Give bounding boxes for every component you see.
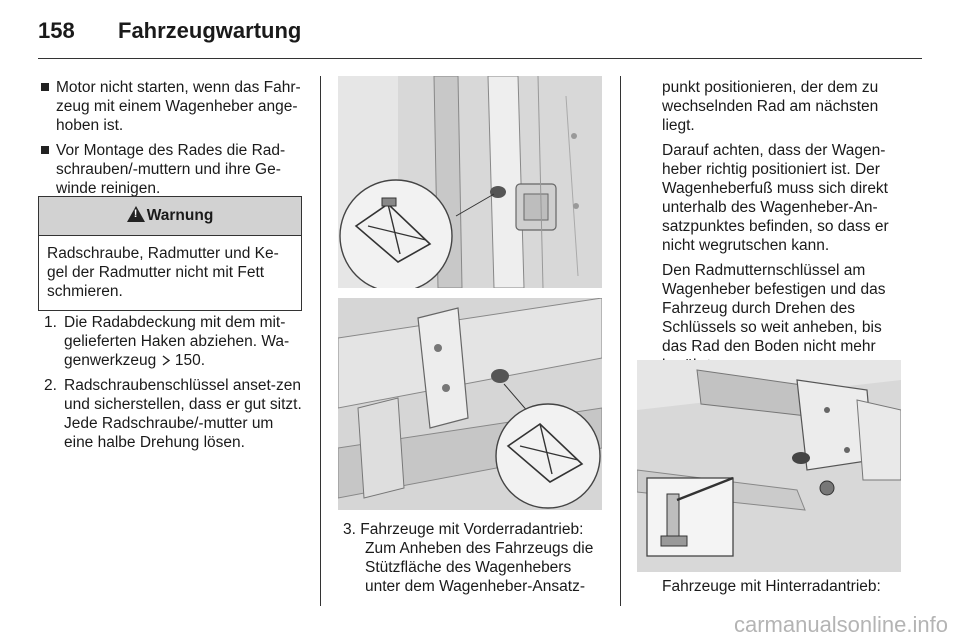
step-label: Fahrzeuge mit Vorderradantrieb: — [360, 521, 584, 538]
bullet-item: Vor Montage des Rades die Rad-schrauben/-muttern und ihre Ge-winde reinigen. — [40, 141, 304, 198]
column-divider — [320, 76, 321, 606]
page-header — [0, 0, 960, 62]
column-divider — [620, 76, 621, 606]
step-text: Die Radabdeckung mit dem mit-gelieferten Haken abziehen. Wa-genwerkzeug — [64, 314, 290, 369]
step-item — [343, 520, 605, 596]
step-number: 2. — [44, 377, 57, 394]
page-reference-icon — [161, 352, 171, 369]
page-number: 158 — [38, 18, 75, 43]
illustration-caption: Fahrzeuge mit Hinterradantrieb: — [662, 578, 881, 595]
paragraph: punkt positionieren, der dem zu wechselnden Rad am nächsten liegt. — [662, 79, 879, 134]
jack-illustration-underbody — [338, 298, 602, 510]
watermark-text: carmanualsonline.info — [733, 612, 948, 637]
step-text: Zum Anheben des Fahrzeugs die Stützfläche des Wagenhebers unter dem Wagenheber-Ansatz- — [365, 540, 594, 595]
warning-header — [39, 197, 301, 236]
step-text: Radschraubenschlüssel anset-zen und sicherstellen, dass er gut sitzt. Jede Radschraube/-mutter um eine halbe Drehung lösen. — [64, 377, 302, 451]
page-reference[interactable]: 150. — [174, 352, 205, 369]
paragraph: Den Radmutternschlüssel am Wagenheber befestigen und das Fahrzeug durch Drehen des Schlüssels so weit anheben, bis das Rad den Boden nicht mehr — [662, 262, 886, 355]
jack-illustration-front — [338, 76, 602, 288]
step-number: 3. — [343, 521, 356, 538]
page-title: Fahrzeugwartung — [118, 18, 302, 43]
step-item — [40, 313, 304, 370]
step-item — [40, 376, 304, 452]
paragraph: Darauf achten, dass der Wagen-heber richtig positioniert ist. Der Wagenheberfuß muss sich direkt unterhalb des Wagenheber-An-satzpunktes befinden, so dass er nicht wegrutschen kann. — [662, 142, 889, 254]
warning-triangle-icon — [127, 206, 145, 222]
header-divider — [38, 58, 922, 59]
warning-box — [38, 196, 302, 311]
warning-heading: Warnung — [146, 207, 214, 224]
column-left — [40, 78, 304, 204]
step-list — [40, 313, 304, 458]
warning-text: Radschraube, Radmutter und Ke-gel der Radmutter nicht mit Fett schmieren. — [47, 245, 279, 300]
column-right — [662, 78, 904, 381]
jack-illustration-rear — [637, 360, 901, 572]
bullet-item: Motor nicht starten, wenn das Fahr-zeug mit einem Wagenheber ange-hoben ist. — [40, 78, 304, 135]
step-number: 1. — [44, 314, 57, 331]
